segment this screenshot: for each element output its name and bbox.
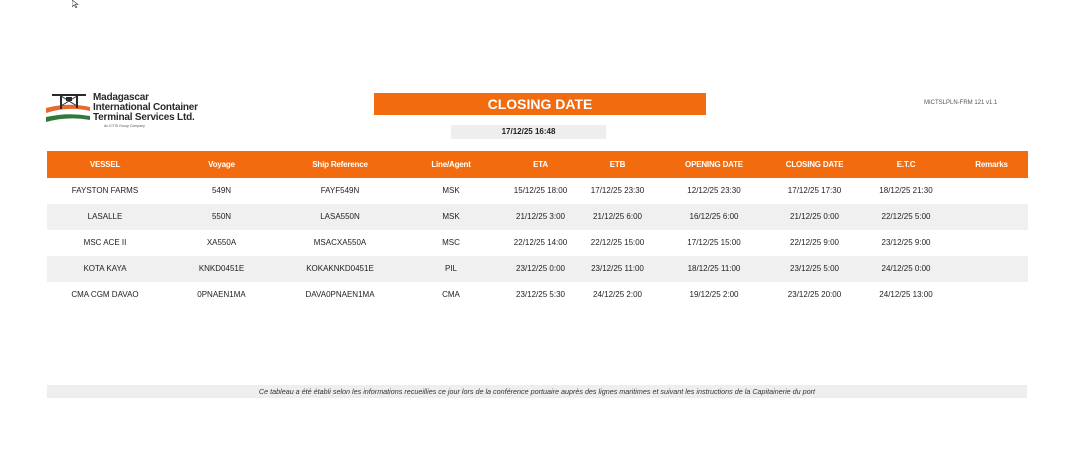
cell-opening-date: 16/12/25 6:00 (689, 212, 739, 221)
cell-eta: 22/12/25 14:00 (513, 238, 568, 247)
cell-remarks (955, 178, 1028, 204)
cell-etc: 23/12/25 9:00 (881, 238, 931, 247)
cell-remarks (955, 282, 1028, 308)
cell-etc: 22/12/25 5:00 (881, 212, 931, 221)
cell-voyage: 549N (211, 186, 232, 195)
cell-remarks (955, 204, 1028, 230)
column-header-closing-date: CLOSING DATE (785, 160, 844, 169)
cell-voyage: KNKD0451E (198, 264, 245, 273)
column-header-ship-reference: Ship Reference (312, 160, 368, 169)
cell-vessel: CMA CGM DAVAO (71, 290, 139, 299)
cell-closing-date: 17/12/25 17:30 (787, 186, 842, 195)
cell-vessel: LASALLE (87, 212, 123, 221)
table-row (47, 178, 1028, 204)
form-code: MICTSLPLN-FRM 121 v1.1 (924, 100, 998, 106)
report-timestamp: 17/12/25 16:48 (451, 125, 606, 139)
cell-eta: 23/12/25 5:30 (516, 290, 565, 299)
company-name-line2: International Container (93, 102, 198, 113)
company-logo (46, 91, 216, 133)
cell-opening-date: 18/12/25 11:00 (687, 264, 741, 273)
cell-line-agent: CMA (442, 290, 460, 299)
cell-line-agent: MSC (442, 238, 460, 247)
column-header-opening-date: OPENING DATE (685, 160, 743, 169)
cell-voyage: XA550A (206, 238, 237, 247)
column-header-line-agent: Line/Agent (431, 160, 471, 169)
cell-etb: 22/12/25 15:00 (590, 238, 645, 247)
cell-closing-date: 22/12/25 9:00 (790, 238, 839, 247)
footer-note: Ce tableau a été établi selon les informations recueillies ce jour lors de la conférence portuaire auprès des lignes maritimes et suivant les instructions de la Capitainerie du port (47, 385, 1027, 398)
cell-opening-date: 17/12/25 15:00 (687, 238, 741, 247)
cell-opening-date: 12/12/25 23:30 (687, 186, 741, 195)
company-name-line1: Madagascar (93, 92, 149, 103)
table-row (47, 256, 1028, 282)
table-header (47, 151, 1028, 178)
cell-eta: 15/12/25 18:00 (513, 186, 568, 195)
cursor-arrow-icon (72, 0, 82, 8)
company-name-line3: Terminal Services Ltd. (93, 112, 195, 123)
table-row (47, 230, 1028, 256)
cell-closing-date: 21/12/25 0:00 (790, 212, 839, 221)
column-header-vessel: VESSEL (89, 160, 121, 169)
company-tagline: An ICTSI Group Company (104, 124, 145, 128)
cell-etc: 18/12/25 21:30 (879, 186, 933, 195)
cell-etb: 21/12/25 6:00 (593, 212, 642, 221)
cell-line-agent: MSK (442, 212, 460, 221)
cell-etc: 24/12/25 13:00 (879, 290, 933, 299)
cell-eta: 23/12/25 0:00 (516, 264, 565, 273)
cell-line-agent: MSK (442, 186, 460, 195)
column-header-eta: ETA (533, 160, 548, 169)
cell-ship-reference: FAYF549N (320, 186, 360, 195)
column-header-remarks: Remarks (975, 160, 1008, 169)
table-row (47, 282, 1028, 308)
cell-remarks (955, 230, 1028, 256)
crane-logo-icon (46, 92, 90, 122)
cell-ship-reference: LASA550N (320, 212, 360, 221)
cell-voyage: 550N (211, 212, 232, 221)
cell-vessel: KOTA KAYA (83, 264, 127, 273)
table-row (47, 204, 1028, 230)
cell-remarks (955, 256, 1028, 282)
cell-ship-reference: MSACXA550A (313, 238, 367, 247)
cell-etb: 17/12/25 23:30 (590, 186, 645, 195)
cell-etb: 23/12/25 11:00 (591, 264, 644, 273)
cell-vessel: MSC ACE II (83, 238, 127, 247)
cell-closing-date: 23/12/25 5:00 (790, 264, 839, 273)
column-header-voyage: Voyage (208, 160, 235, 169)
cell-ship-reference: DAVA0PNAEN1MA (305, 290, 375, 299)
cell-eta: 21/12/25 3:00 (516, 212, 565, 221)
cell-voyage: 0PNAEN1MA (197, 290, 246, 299)
page-title: CLOSING DATE (374, 93, 706, 115)
cell-closing-date: 23/12/25 20:00 (787, 290, 842, 299)
cell-line-agent: PIL (444, 264, 457, 273)
cell-ship-reference: KOKAKNKD0451E (306, 264, 374, 273)
column-header-etb: ETB (609, 160, 626, 169)
column-header-etc: E.T.C (896, 160, 916, 169)
cell-vessel: FAYSTON FARMS (71, 186, 139, 195)
cell-opening-date: 19/12/25 2:00 (689, 290, 739, 299)
cell-etb: 24/12/25 2:00 (593, 290, 642, 299)
cell-etc: 24/12/25 0:00 (881, 264, 931, 273)
closing-date-table (47, 151, 1028, 308)
